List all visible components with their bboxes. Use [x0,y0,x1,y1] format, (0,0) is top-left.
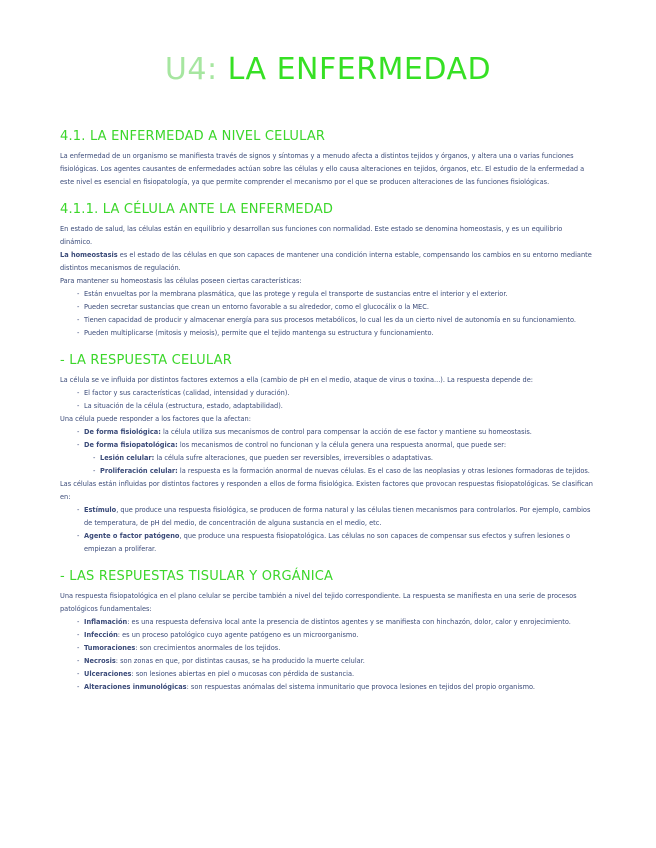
term: Lesión celular: [100,454,155,462]
paragraph: Las células están influidas por distintos factores y responden a ellos de forma fisiológica. Existen factores que provocan respuestas fisiopatológicas. Se clasifican en: [60,480,593,501]
list-item: - Están envueltas por la membrana plasmática, que las protege y regula el transporte de sustancias entre el interior y el exterior. [60,288,596,301]
characteristics-list [60,288,596,340]
term: De forma fisiopatológica: [84,441,178,449]
term: Tumoraciones [84,644,136,652]
list-item [60,629,596,642]
processes-list [60,616,596,694]
definition-text: la célula utiliza sus mecanismos de control para compensar la acción de ese factor y mantiene su homeostasis. [160,428,532,436]
list-item: - Pueden multiplicarse (mitosis y meiosis), permite que el tejido mantenga su estructura y funcionamiento. [60,327,596,340]
list-item [60,530,596,556]
list-item [60,616,596,629]
definition-text: es el estado de las células en que son capaces de mantener una condición interna estable, compensando los cambios en su entorno mediante distintos mecanismos de regulación. [60,251,592,272]
term: La homeostasis [60,251,118,259]
list-item [60,642,596,655]
list-item: - El factor y sus características (calidad, intensidad y duración). [60,387,596,400]
definition-text: , que produce una respuesta fisiopatológica. Las células no son capaces de compensar sus efectos y sufren lesiones o empiezan a proliferar. [84,532,571,553]
list-item [60,504,596,530]
term: Infección [84,631,118,639]
list-item: - Tienen capacidad de producir y almacenar energía para sus procesos metabólicos, lo cual les da un cierto nivel de autonomía en su funcionamiento. [60,314,596,327]
section-enfermedad-celular [60,128,596,189]
list-item: - Pueden secretar sustancias que crean un entorno favorable a su alrededor, como el glucocálix o la MEC. [60,301,596,314]
section-celula-enfermedad [60,201,596,340]
factors-list [60,387,596,413]
paragraph: Una célula puede responder a los factores que la afectan: [60,415,251,423]
list-item: - La situación de la célula (estructura, estado, adaptabilidad). [60,400,596,413]
section-respuestas-tisular [60,568,596,694]
definition-text: : son respuestas anómalas del sistema inmunitario que provoca lesiones en tejidos del propio organismo. [186,683,536,691]
list-item [60,668,596,681]
section-heading: - LAS RESPUESTAS TISULAR Y ORGÁNICA [60,569,334,584]
definition-text: los mecanismos de control no funcionan y la célula genera una respuesta anormal, que puede ser: [177,441,507,449]
definition-text: la célula sufre alteraciones, que pueden ser reversibles, irreversibles o adaptativas. [154,454,434,462]
term: Necrosis [84,657,116,665]
definition-text: : son lesiones abiertas en piel o mucosas con pérdida de sustancia. [131,670,355,678]
term: Proliferación celular: [100,467,178,475]
paragraph: En estado de salud, las células están en equilibrio y desarrollan sus funciones con normalidad. Este estado se denomina homeostasis, y es un equilibrio dinámico. [60,225,563,246]
definition-text: : es un proceso patológico cuyo agente patógeno es un microorganismo. [117,631,359,639]
paragraph-homeostasis [60,249,596,275]
section-heading: 4.1.1. LA CÉLULA ANTE LA ENFERMEDAD [60,202,334,217]
term: Inflamación [84,618,128,626]
definition-text: la respuesta es la formación anormal de nuevas células. Es el caso de las neoplasias y otras lesiones formadoras de tejidos. [177,467,590,475]
definition-text: , que produce una respuesta fisiológica, se producen de forma natural y las células tienen mecanismos para controlarlos. Por ejemplo, cambios de temperatura, de pH del medio, de concentración de alguna sustancia en el medio, etc. [84,506,591,527]
sub-list-item [60,452,596,465]
paragraph: La célula se ve influida por distintos factores externos a ella (cambio de pH en el medio, ataque de virus o toxina...). La respuesta depende de: [60,376,533,384]
list-item [60,426,596,439]
sub-list-item [60,465,596,478]
title-main: LA ENFERMEDAD [227,52,492,87]
section-heading: - LA RESPUESTA CELULAR [60,353,232,368]
definition-text: : son crecimientos anormales de los tejidos. [135,644,281,652]
definition-text: : es una respuesta defensiva local ante la presencia de distintos agentes y se manifiesta con hinchazón, dolor, calor y enrojecimiento. [127,618,571,626]
list-item [60,439,596,452]
term: De forma fisiológica: [84,428,161,436]
section-heading: 4.1. LA ENFERMEDAD A NIVEL CELULAR [60,129,326,144]
page-title [60,50,596,90]
term: Alteraciones inmunológicas [84,683,187,691]
paragraph: Una respuesta fisiopatológica en el plano celular se percibe también a nivel del tejido correspondiente. La respuesta se manifiesta en una serie de procesos patológicos fundamentales: [60,592,577,613]
classification-list [60,504,596,556]
list-item [60,681,596,694]
response-list [60,426,596,478]
section-respuesta-celular [60,352,596,556]
paragraph: La enfermedad de un organismo se manifiesta través de signos y síntomas y a menudo afecta a distintos tejidos y órganos, y altera una o varias funciones fisiológicas. Los agentes causantes de enfermedades actúan sobre las células y ello causa alteraciones en tejidos, órganos, etc. El estudio de la enfermedad a este nivel es esencial en fisiopatología, ya que permite comprender el mecanismo por el que se producen alteraciones de las funciones fisiológicas. [60,152,585,186]
definition-text: : son zonas en que, por distintas causas, se ha producido la muerte celular. [115,657,365,665]
paragraph: Para mantener su homeostasis las células poseen ciertas características: [60,277,302,285]
term: Estímulo [84,506,117,514]
term: Agente o factor patógeno [84,532,180,540]
list-item [60,655,596,668]
title-prefix: U4: [164,52,218,87]
term: Ulceraciones [84,670,132,678]
